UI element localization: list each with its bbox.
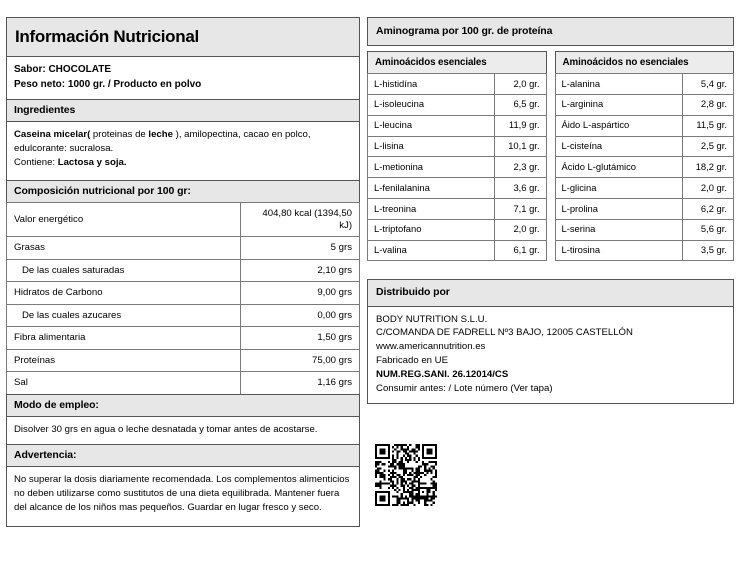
amino-amount: 3,6 gr. xyxy=(495,178,546,199)
table-row xyxy=(368,240,546,261)
flavor-line: Sabor: CHOCOLATE xyxy=(14,64,112,76)
distributor-body xyxy=(367,306,734,404)
usage-header: Modo de empleo: xyxy=(6,394,360,417)
nutrient-label: De las cuales saturadas xyxy=(7,259,241,282)
amino-name: L-leucina xyxy=(368,115,495,136)
amino-amount: 11,5 gr. xyxy=(682,115,733,136)
table-row xyxy=(368,115,546,136)
amino-amount: 11,9 gr. xyxy=(495,115,546,136)
nutrient-value: 0,00 grs xyxy=(240,304,359,327)
essential-amino-body xyxy=(368,74,546,261)
qr-code[interactable] xyxy=(375,444,437,506)
table-row xyxy=(555,94,733,115)
table-row xyxy=(368,157,546,178)
distributor-line: Fabricado en UE xyxy=(376,355,449,367)
contains-label: Contiene: xyxy=(14,157,58,169)
table-row xyxy=(7,237,360,260)
nutrient-label: Grasas xyxy=(7,237,241,260)
table-row xyxy=(368,178,546,199)
amino-name: Áido L-aspártico xyxy=(555,115,682,136)
table-row xyxy=(555,178,733,199)
amino-amount: 2,0 gr. xyxy=(495,74,546,95)
nutrient-label: De las cuales azucares xyxy=(7,304,241,327)
nutrient-label: Valor energético xyxy=(7,203,241,237)
table-row xyxy=(7,203,360,237)
amino-name: L-serina xyxy=(555,219,682,240)
right-column xyxy=(367,17,734,582)
amino-name: L-metionina xyxy=(368,157,495,178)
table-row xyxy=(368,94,546,115)
amino-amount: 2,8 gr. xyxy=(682,94,733,115)
amino-name: L-glicina xyxy=(555,178,682,199)
page-title: Información Nutricional xyxy=(6,17,360,57)
nutrition-table-body xyxy=(7,203,360,395)
ingredients-bold-1: Caseina micelar( xyxy=(14,129,91,141)
table-row xyxy=(555,240,733,261)
warning-header: Advertencia: xyxy=(6,444,360,467)
amino-name: L-histidína xyxy=(368,74,495,95)
amino-name: L-treonina xyxy=(368,199,495,220)
amino-amount: 7,1 gr. xyxy=(495,199,546,220)
amino-name: Ácido L-glutámico xyxy=(555,157,682,178)
composition-header: Composición nutricional por 100 gr: xyxy=(6,180,360,203)
amino-name: L-arginina xyxy=(555,94,682,115)
table-row xyxy=(555,74,733,95)
table-row xyxy=(368,199,546,220)
distributor-header: Distribuido por xyxy=(367,279,734,306)
amino-name: L-valina xyxy=(368,240,495,261)
table-row xyxy=(368,74,546,95)
usage-body: Disolver 30 grs en agua o leche desnatada y tomar antes de acostarse. xyxy=(6,416,360,445)
amino-amount: 2,5 gr. xyxy=(682,136,733,157)
essential-amino-header: Aminoácidos esenciales xyxy=(367,51,546,74)
amino-name: L-prolina xyxy=(555,199,682,220)
amino-amount: 5,6 gr. xyxy=(682,219,733,240)
nutrient-value: 2,10 grs xyxy=(240,259,359,282)
table-row xyxy=(7,372,360,395)
table-row xyxy=(555,157,733,178)
distributor-line: NUM.REG.SANI. 26.12014/CS xyxy=(376,369,509,381)
table-row xyxy=(555,136,733,157)
nutrient-value: 1,16 grs xyxy=(240,372,359,395)
distributor-line: Consumir antes: / Lote número (Ver tapa) xyxy=(376,383,553,395)
table-row xyxy=(368,136,546,157)
amino-name: L-tirosina xyxy=(555,240,682,261)
amino-amount: 2,0 gr. xyxy=(495,219,546,240)
table-row xyxy=(7,349,360,372)
amino-name: L-fenilalanina xyxy=(368,178,495,199)
ingredients-header: Ingredientes xyxy=(6,99,360,122)
nutrient-label: Fibra alimentaria xyxy=(7,327,241,350)
ingredients-contains xyxy=(14,156,352,170)
nutrient-label: Proteínas xyxy=(7,349,241,372)
table-row xyxy=(368,219,546,240)
nutrient-value: 75,00 grs xyxy=(240,349,359,372)
table-row xyxy=(555,115,733,136)
nutrient-value: 404,80 kcal (1394,50 kJ) xyxy=(240,203,359,237)
nutrient-value: 9,00 grs xyxy=(240,282,359,305)
contains-allergens: Lactosa y soja. xyxy=(57,157,127,169)
ingredients-text-2: ), amilopectina, cacao en polco, edulcorante: sucralosa. xyxy=(14,129,311,155)
net-weight-line: Peso neto: 1000 gr. / Producto en polvo xyxy=(14,78,202,90)
table-row xyxy=(7,327,360,350)
ingredients-text xyxy=(14,128,352,156)
amino-tables-row xyxy=(367,51,734,261)
amino-amount: 18,2 gr. xyxy=(682,157,733,178)
amino-amount: 2,3 gr. xyxy=(495,157,546,178)
amino-amount: 2,0 gr. xyxy=(682,178,733,199)
amino-name: L-isoleucina xyxy=(368,94,495,115)
amino-name: L-cisteína xyxy=(555,136,682,157)
product-summary xyxy=(6,56,360,100)
amino-amount: 6,5 gr. xyxy=(495,94,546,115)
non-essential-amino-header: Aminoácidos no esenciales xyxy=(555,51,734,74)
table-row xyxy=(555,219,733,240)
ingredients-text-1: proteinas de xyxy=(90,129,149,141)
table-row xyxy=(7,282,360,305)
table-row xyxy=(7,259,360,282)
essential-amino-block xyxy=(367,51,546,261)
nutrient-label: Hidratos de Carbono xyxy=(7,282,241,305)
amino-amount: 3,5 gr. xyxy=(682,240,733,261)
non-essential-amino-body xyxy=(555,74,733,261)
distributor-line: C/COMANDA DE FADRELL Nº3 BAJO, 12005 CASTELLÓN xyxy=(376,327,633,339)
nutrient-value: 5 grs xyxy=(240,237,359,260)
aminogram-header: Aminograma por 100 gr. de proteína xyxy=(367,17,734,46)
amino-name: L-triptofano xyxy=(368,219,495,240)
distributor-panel xyxy=(367,279,734,404)
nutrient-value: 1,50 grs xyxy=(240,327,359,350)
amino-name: L-lisina xyxy=(368,136,495,157)
qr-code-wrap xyxy=(375,444,734,506)
amino-amount: 6,2 gr. xyxy=(682,199,733,220)
amino-amount: 10,1 gr. xyxy=(495,136,546,157)
amino-amount: 6,1 gr. xyxy=(495,240,546,261)
nutrition-table xyxy=(6,202,360,395)
essential-amino-table xyxy=(367,73,546,261)
left-column xyxy=(6,17,360,582)
distributor-line: BODY NUTRITION S.L.U. xyxy=(376,313,488,325)
ingredients-body xyxy=(6,121,360,181)
table-row xyxy=(555,199,733,220)
distributor-line: www.americannutrition.es xyxy=(376,341,486,353)
amino-name: L-alanina xyxy=(555,74,682,95)
warning-body: No superar la dosis diariamente recomendada. Los complementos alimenticios no deben utilizarse como sustitutos de una dieta equilibrada. Mantener fuera del alcance de los niños mas pequeños. Guardar en lugar fresco y seco. xyxy=(6,466,360,527)
table-row xyxy=(7,304,360,327)
non-essential-amino-block xyxy=(555,51,734,261)
amino-amount: 5,4 gr. xyxy=(682,74,733,95)
non-essential-amino-table xyxy=(555,73,734,261)
nutrient-label: Sal xyxy=(7,372,241,395)
ingredients-bold-2: leche xyxy=(148,129,173,141)
